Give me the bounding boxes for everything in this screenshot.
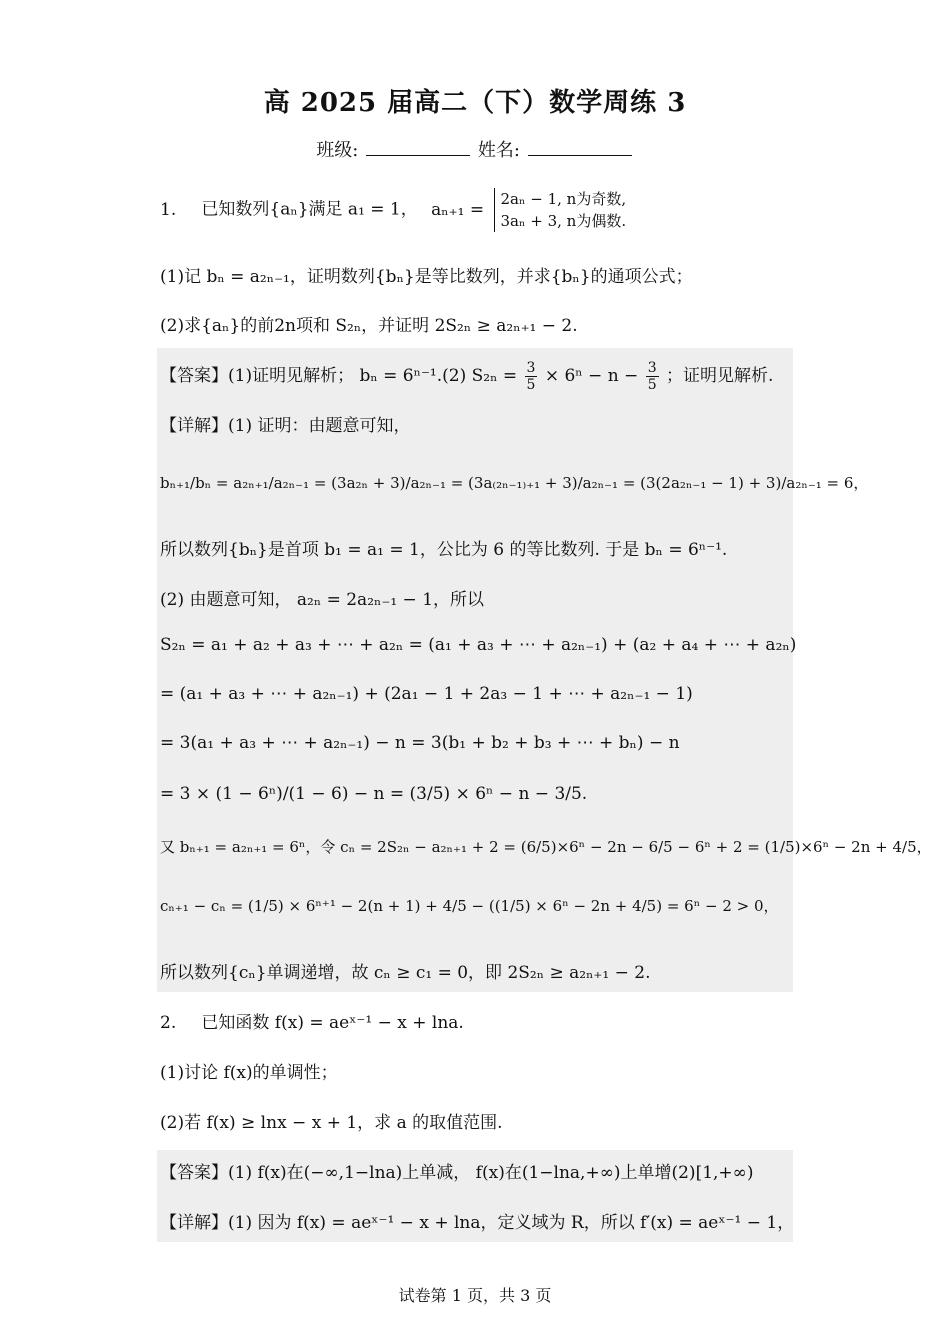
a1-detail-heading: 【详解】(1) 证明：由题意可知， bbox=[160, 416, 411, 436]
a1-eq-ratio: bₙ₊₁/bₙ = a₂ₙ₊₁/a₂ₙ₋₁ = (3a₂ₙ + 3)/a₂ₙ₋₁ = (3a₍₂ₙ₋₁₎₊₁ + 3)/a₂ₙ₋₁ = (3(2a₂ₙ₋₁ − 1) + 3)/a₂ₙ₋₁ = 6， bbox=[160, 474, 869, 492]
q1-intro: 已知数列{aₙ}满足 a₁ = 1， bbox=[201, 199, 418, 220]
a1-c-definition: 又 bₙ₊₁ = a₂ₙ₊₁ = 6ⁿ，令 cₙ = 2S₂ₙ − a₂ₙ₊₁ + 2 = (6/5)×6ⁿ − 2n − 6/5 − 6ⁿ + 2 = (1/5)×6ⁿ − 2n + 4/5， bbox=[160, 838, 932, 856]
a1-answer-pre: 【答案】(1)证明见解析； bₙ = 6ⁿ⁻¹.(2) S₂ₙ = bbox=[160, 366, 518, 386]
q1-stem bbox=[160, 188, 626, 232]
q1-rec-left: aₙ₊₁ = bbox=[431, 199, 485, 220]
a1-frac-2-den: 5 bbox=[647, 377, 657, 393]
name-blank bbox=[528, 141, 632, 156]
name-label: 姓名: bbox=[477, 140, 520, 161]
a1-conclusion-2: 所以数列{cₙ}单调递增，故 cₙ ≥ c₁ = 0，即 2S₂ₙ ≥ a₂ₙ₊₁ − 2. bbox=[160, 963, 651, 983]
a1-conclusion-1: 所以数列{bₙ}是首项 b₁ = a₁ = 1，公比为 6 的等比数列. 于是 bₙ = 6ⁿ⁻¹. bbox=[160, 540, 728, 560]
q1-part1: (1)记 bₙ = a₂ₙ₋₁，证明数列{bₙ}是等比数列，并求{bₙ}的通项公式； bbox=[160, 267, 693, 287]
class-label: 班级: bbox=[316, 140, 359, 161]
a2-answer: 【答案】(1) f(x)在(−∞,1−lna)上单减， f(x)在(1−lna,+∞)上单增(2)[1,+∞) bbox=[160, 1163, 754, 1183]
a2-detail: 【详解】(1) 因为 f(x) = aeˣ⁻¹ − x + lna，定义域为 R，所以 f′(x) = aeˣ⁻¹ − 1， bbox=[160, 1213, 795, 1233]
q1-case1: 2aₙ − 1, n为奇数, bbox=[500, 190, 627, 208]
a1-c-difference: cₙ₊₁ − cₙ = (1/5) × 6ⁿ⁺¹ − 2(n + 1) + 4/5 − ((1/5) × 6ⁿ − 2n + 4/5) = 6ⁿ − 2 > 0， bbox=[160, 897, 779, 915]
q2-text: 已知函数 f(x) = aeˣ⁻¹ − x + lna. bbox=[201, 1013, 464, 1033]
a1-frac-2 bbox=[646, 360, 659, 393]
q1-part2: (2)求{aₙ}的前2n项和 S₂ₙ，并证明 2S₂ₙ ≥ a₂ₙ₊₁ − 2. bbox=[160, 316, 578, 336]
a1-frac-1-den: 5 bbox=[526, 377, 536, 393]
q1-case2: 3aₙ + 3, n为偶数. bbox=[500, 212, 627, 230]
q2-part1: (1)讨论 f(x)的单调性； bbox=[160, 1063, 338, 1083]
a1-frac-1 bbox=[525, 360, 538, 393]
a1-part2-intro: (2) 由题意可知， a₂ₙ = 2a₂ₙ₋₁ − 1，所以 bbox=[160, 590, 485, 610]
q2-stem bbox=[160, 1008, 464, 1033]
a1-sum-step-2: = (a₁ + a₃ + ⋯ + a₂ₙ₋₁) + (2a₁ − 1 + 2a₃ − 1 + ⋯ + a₂ₙ₋₁ − 1) bbox=[160, 684, 693, 704]
a1-answer-post: × 6ⁿ − n − bbox=[544, 366, 639, 386]
a1-answer bbox=[160, 360, 773, 393]
class-blank bbox=[366, 141, 470, 156]
q1-number: 1. bbox=[160, 199, 177, 220]
a1-frac-2-num: 3 bbox=[647, 360, 657, 376]
page-title: 高 2025 届高二（下）数学周练 3 bbox=[263, 88, 687, 118]
q2-part2: (2)若 f(x) ≥ lnx − x + 1，求 a 的取值范围. bbox=[160, 1113, 503, 1133]
a1-sum-step-1: S₂ₙ = a₁ + a₂ + a₃ + ⋯ + a₂ₙ = (a₁ + a₃ + ⋯ + a₂ₙ₋₁) + (a₂ + a₄ + ⋯ + a₂ₙ) bbox=[160, 635, 797, 655]
a1-answer-end: ；证明见解析. bbox=[666, 366, 774, 386]
class-name-line bbox=[0, 136, 950, 162]
q2-number: 2. bbox=[160, 1013, 177, 1033]
q1-piecewise bbox=[494, 188, 627, 232]
a1-frac-1-num: 3 bbox=[526, 360, 536, 376]
a1-sum-step-3: = 3(a₁ + a₃ + ⋯ + a₂ₙ₋₁) − n = 3(b₁ + b₂ + b₃ + ⋯ + bₙ) − n bbox=[160, 733, 680, 753]
a1-sum-step-4: = 3 × (1 − 6ⁿ)/(1 − 6) − n = (3/5) × 6ⁿ − n − 3/5. bbox=[160, 784, 588, 804]
page-footer: 试卷第 1 页，共 3 页 bbox=[398, 1286, 552, 1305]
